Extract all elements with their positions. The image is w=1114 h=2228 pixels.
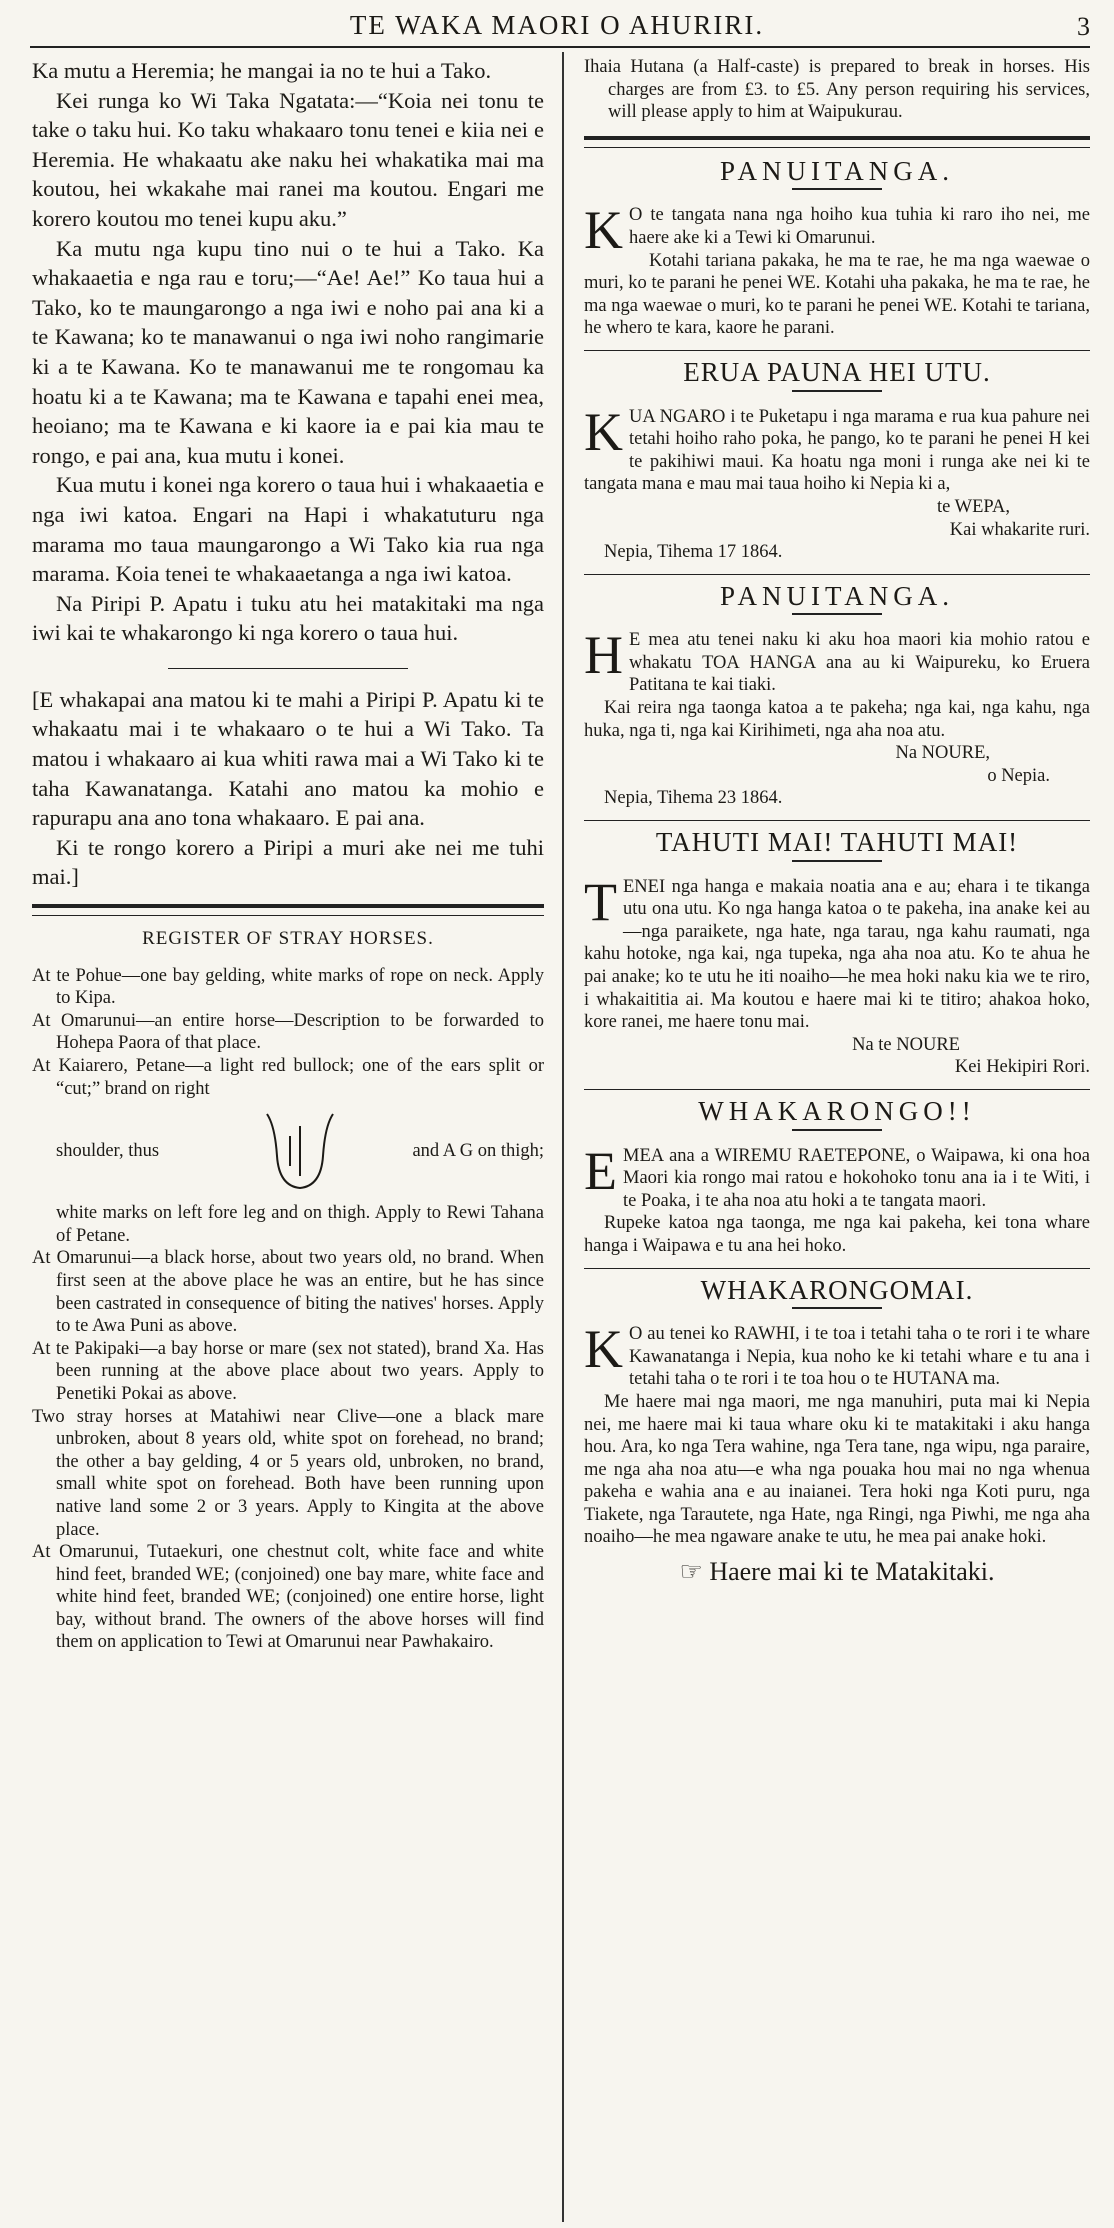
page-number: 3 — [1077, 12, 1090, 41]
register-entry: At Omarunui—a black horse, about two years old, no brand. When first seen at the above place he was an entire, but he has since been castrated in consequence of biting the natives' horses. Apply to te Awa Puni as above. — [32, 1248, 544, 1337]
ad-body: E mea atu tenei naku ki aku hoa maori kia mohio ratou e whakatu TOA HANGA ana au ki Waipureku, ko Eruera Patitana te kai tiaki. — [629, 630, 1090, 696]
drop-cap: K — [584, 1319, 623, 1380]
ad-body: UA NGARO i te Puketapu i nga marama e rua kua pahure nei tetahi hoiho raho poka, he pango, ko te parani he penei H kei te pakihiwi maui. Ka hoatu nga moni i runga ake nei ki te tangata mana e mau mai taua hoiho ki Nepia ki a, — [584, 406, 1090, 495]
register-entry: At te Pakipaki—a bay horse or mare (sex not stated), brand Xa. Has been running at the above place about two years. Apply to Penetiki Pokai as above. — [32, 1338, 544, 1404]
register-entry: At Omarunui, Tutaekuri, one chestnut colt, white face and white hind feet, branded WE; (conjoined) one bay mare, white face and white hind feet, branded WE; (conjoined) one entire horse, light bay, without brand. The owners of the above horses will find them on application to Tewi at Omarunui near Pawhakairo. — [32, 1542, 544, 1653]
ad-panuitanga-2 — [584, 580, 1090, 810]
register-entry-fragment: shoulder, thus — [56, 1140, 160, 1161]
drop-cap: E — [584, 1140, 617, 1201]
ad-body: Kai reira nga taonga katoa a te pakeha; nga kai, nga kahu, nga huka, nga ti, nga kai Kirihimeti, nga aha noa atu. — [584, 698, 1090, 741]
report-paragraph: Ka mutu nga kupu tino nui o te hui a Tako. Ka whakaaetia e nga rau e toru;—“Ae! Ae!” Ko taua hui a Tako, ko te maungarongo a nga iwi e noho pai ana ki a te Kawana; ko te manawanui o nga iwi noho rangimarie ki a te Kawana. Ko te manawanui me te rongomau ka hoatu ki a te Kawana; ma te Kawana e tapahi enei mea, heoiano; ma te Kawana e ki kaore ia e pai kia mau te rongo, e pai ana, kua mutu i konei. — [32, 235, 544, 468]
drop-cap: T — [584, 871, 617, 932]
register-entry-fragment: and A G on thigh; — [412, 1140, 544, 1161]
ad-erua-pauna — [584, 356, 1090, 564]
meeting-report — [32, 56, 544, 892]
ad-whakarongo — [584, 1095, 1090, 1258]
section-rule — [584, 820, 1090, 821]
column-divider — [562, 52, 564, 2222]
register-entry: At Omarunui—an entire horse—Description to be forwarded to Hohepa Paora of that place. — [32, 1010, 544, 1054]
ad-heading: ERUA PAUNA HEI UTU. — [683, 356, 991, 387]
heading-rule — [792, 613, 882, 615]
ad-signature: Na te NOURE — [852, 1034, 960, 1055]
register-entry: white marks on left fore leg and on thigh. Apply to Rewi Tahana of Petane. — [56, 1203, 544, 1246]
heading-rule — [792, 390, 882, 392]
ad-signature: Na NOURE, — [895, 743, 990, 764]
register-heading: REGISTER OF STRAY HORSES. — [142, 928, 434, 950]
section-rule — [584, 1089, 1090, 1090]
report-paragraph: Kei runga ko Wi Taka Ngatata:—“Koia nei tonu te take o taku hui. Ko taku whakaaro tonu tenei e kiia nei e Heremia. He whakaatu ake naku hei whakatika mai ma koutou, hei wkakahe mai ranei ma koutou. Engari me korero koutou mo tenei kupu aku.” — [32, 87, 544, 231]
heading-rule — [792, 188, 882, 190]
ad-body: MEA ana a WIREMU RAETEPONE, o Waipawa, ki ona hoa Maori kia rongo mai ratou e hokohoko tonu ana ia i te Witi, i te Poaka, i te aha noa atu hoki a te tangata maori. — [623, 1145, 1090, 1211]
header-rule — [30, 46, 1090, 48]
brand-illustration-row — [32, 1106, 544, 1196]
ad-date: Nepia, Tihema 23 1864. — [604, 788, 783, 809]
drop-cap: H — [584, 625, 623, 686]
ad-body: O te tangata nana nga hoiho kua tuhia ki raro iho nei, me haere ake ki a Tewi ki Omarunui. — [629, 205, 1090, 248]
ad-date: Nepia, Tihema 17 1864. — [604, 542, 783, 563]
section-rule — [168, 668, 408, 669]
pointing-hand-icon: ☞ — [679, 1557, 703, 1587]
ad-footer-text: Haere mai ki te Matakitaki. — [709, 1557, 995, 1587]
drop-cap: K — [584, 200, 623, 261]
ad-body: ENEI nga hanga e makaia noatia ana e au; ehara i te tikanga utu ona utu. Ko nga hanga katoa o te pakeha, ina anake kei au—nga paraikete, nga hate, nga tarau, nga kahu raumati, nga kahu hotoke, nga kai, nga tupeka, nga aha noa atu. Ko te ahua he pai anake; ko te utu he iti noaiho—he mea hoki naku kia we te riro, i whakaititia ai. Ma koutou e haere mai ki te titiro; ahakoa hoko, kore ranei, me haere tonu mai. — [584, 876, 1090, 1033]
ad-whakarongomai — [584, 1274, 1090, 1587]
section-double-rule — [32, 904, 544, 916]
ad-signature: Kei Hekipiri Rori. — [954, 1057, 1090, 1078]
heading-rule — [792, 1129, 882, 1131]
ad-heading: WHAKARONGOMAI. — [700, 1274, 974, 1305]
section-rule — [584, 1268, 1090, 1269]
ad-body: Kotahi tariana pakaka, he ma te rae, he ma nga waewae o muri, ko te parani he penei WE. Kotahi uha pakaka, he ma te rae, he ma nga waewae o muri, ko te parani he penei WE. Kotahi te tariana, he whero te kara, kaore he parani. — [584, 250, 1090, 339]
ad-tahuti-mai — [584, 827, 1090, 1079]
ad-footer — [584, 1557, 1090, 1587]
ad-heading: PANUITANGA. — [719, 155, 955, 186]
brand-mark-icon — [255, 1106, 345, 1196]
ad-signature: Kai whakarite ruri. — [949, 519, 1090, 540]
stray-horses-register — [32, 928, 544, 1654]
ad-panuitanga-1 — [584, 155, 1090, 340]
right-column — [584, 56, 1090, 1587]
left-column — [32, 56, 544, 1654]
register-entry: At Kaiarero, Petane—a light red bullock; one of the ears split or “cut;” brand on right — [32, 1056, 544, 1099]
ad-signature: te WEPA, — [937, 496, 1010, 517]
ad-heading: WHAKARONGO!! — [698, 1095, 976, 1126]
section-rule — [584, 574, 1090, 575]
editorial-note: Ki te rongo korero a Piripi a muri ake nei me tuhi mai.] — [32, 834, 544, 890]
drop-cap: K — [584, 401, 623, 462]
report-paragraph: Kua mutu i konei nga korero o taua hui i whakaaetia e nga iwi katoa. Engari na Hapi i whakatuturu nga marama mo taua maungarongo a Wi Tako kia rua nga marama. Koia tenei te whakaaetanga a nga iwi katoa. — [32, 472, 544, 587]
ad-signature: o Nepia. — [987, 765, 1050, 786]
report-paragraph: Na Piripi P. Apatu i tuku atu hei matakitaki ma nga iwi kai te whakarongo ki nga korero o taua hui. — [32, 590, 544, 646]
ad-body: O au tenei ko RAWHI, i te toa i tetahi taha o te rori i te whare Kawanatanga i Nepia, kua noho ke ki tetahi whare e tu ana i tetahi taha o te rori i te toa hou o te HUTANA ma. — [629, 1324, 1090, 1390]
section-rule — [584, 350, 1090, 351]
notice-ihaia: Ihaia Hutana (a Half-caste) is prepared to break in horses. His charges are from £3. to £5. Any person requiring his services, will please apply to him at Waipukurau. — [584, 57, 1090, 123]
ad-heading: TAHUTI MAI! TAHUTI MAI! — [655, 827, 1019, 858]
page-title: TE WAKA MAORI O AHURIRI. — [349, 10, 765, 40]
ad-heading: PANUITANGA. — [719, 580, 955, 611]
heading-rule — [792, 860, 882, 862]
ad-body: Me haere mai nga maori, me nga manuhiri, puta mai ki Nepia nei, me haere mai ki taua whare oku ki te matakitaki i aku hanga hou. Ara, ko nga Tera wahine, nga Tera tane, nga wipu, nga paraire, me nga aha noa atu—e wha nga pouaka hou mai no nga whenua pakeha e wahia ana e au inaianei. Tera hoki nga Koti puru, nga Tiakete, nga Tarautete, nga Hate, nga Ringi, nga Piwhi, me nga aha noaiho—he mea ngaware anake te utu, he mea pai anake hoki. — [584, 1391, 1090, 1548]
heading-rule — [792, 1307, 882, 1309]
register-entry: Two stray horses at Matahiwi near Clive—one a black mare unbroken, about 8 years old, white spot on forehead, no brand; the other a bay gelding, 4 or 5 years old, unbroken, no brand, small white spot on forehead. Both have been running upon native land some 2 or 3 years. Apply to Kingita at the above place. — [32, 1406, 544, 1540]
report-paragraph: Ka mutu a Heremia; he mangai ia no te hui a Tako. — [32, 58, 492, 83]
ad-body: Rupeke katoa nga taonga, me nga kai pakeha, kei tona whare hanga i Waipawa e tu ana hei hoko. — [584, 1213, 1090, 1256]
section-double-rule — [584, 136, 1090, 148]
register-entry: At te Pohue—one bay gelding, white marks of rope on neck. Apply to Kipa. — [32, 965, 544, 1009]
editorial-note: [E whakapai ana matou ki te mahi a Piripi P. Apatu ki te whakaatu mai i te whakaaro o te hui a Wi Tako. Ta matou i whakaaro ai kua whiti rawa mai a Wi Tako ki te taha Kawanatanga. Katahi ano matou ka mohio e rapurapu ana ano tona whakaaro. E pai ana. — [32, 686, 544, 831]
masthead — [0, 6, 1114, 46]
